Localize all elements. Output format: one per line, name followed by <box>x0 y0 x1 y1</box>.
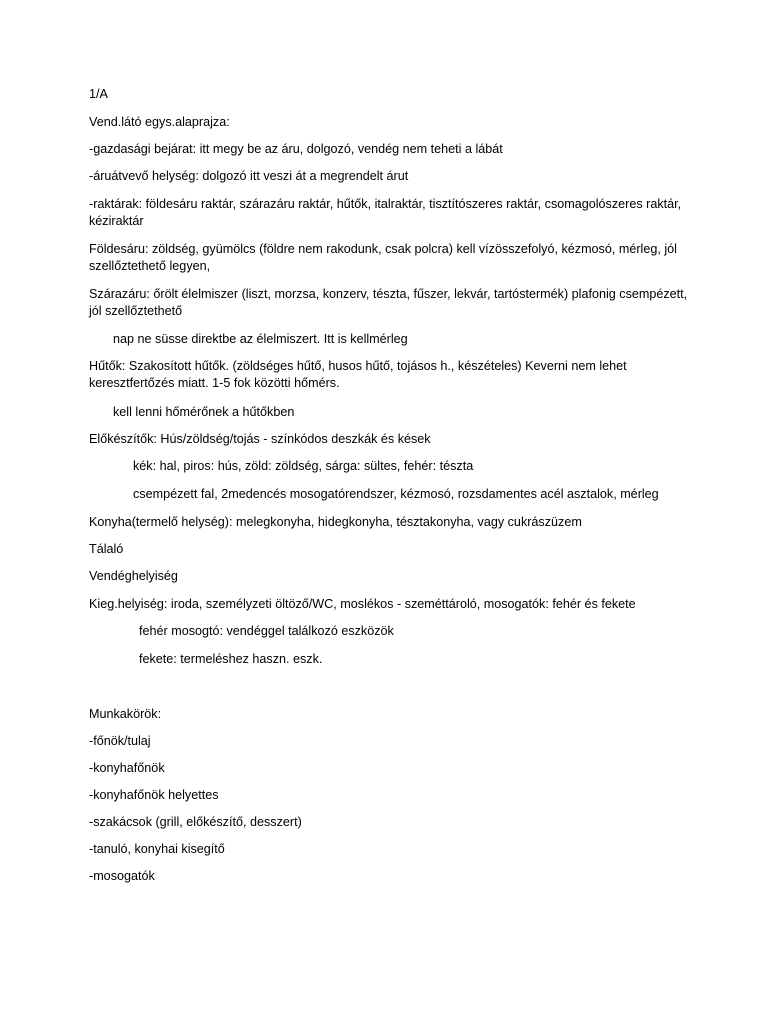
jobs-heading: Munkakörök: <box>89 707 162 721</box>
text-line-gazdasagi: -gazdasági bejárat: itt megy be az áru, dolgozó, vendég nem teheti a lábát <box>89 142 503 156</box>
text-line-vendeghelyiseg: Vendéghelyiség <box>89 569 178 583</box>
text-line-talalo: Tálaló <box>89 542 124 556</box>
text-line-aruatvevo: -áruátvevő helység: dolgozó itt veszi át a megrendelt árut <box>89 169 409 183</box>
text-line-hutok-note: kell lenni hőmérőnek a hűtőkben <box>113 405 295 419</box>
list-item: -főnök/tulaj <box>89 734 151 748</box>
text-line-konyha: Konyha(termelő helység): melegkonyha, hidegkonyha, tésztakonyha, vagy cukrászüzem <box>89 515 582 529</box>
text-paragraph-foldesaru: Földesáru: zöldség, gyümölcs (földre nem rakodunk, csak polcra) kell vízösszefolyó, kézmosó, mérleg, jól szellőztethető legyen, <box>89 242 677 273</box>
list-item: -szakácsok (grill, előkészítő, desszert) <box>89 815 302 829</box>
document-subtitle: Vend.látó egys.alaprajza: <box>89 115 230 129</box>
list-item: -konyhafőnök <box>89 761 165 775</box>
text-line-color-codes: kék: hal, piros: hús, zöld: zöldség, sárga: sültes, fehér: tészta <box>133 459 474 473</box>
text-paragraph-szarazaru: Szárazáru: őrölt élelmiszer (liszt, morzsa, konzerv, tészta, fűszer, lekvár, tartóstermék) plafonig csempézett, jól szellőztethető <box>89 287 688 318</box>
text-line-elokeszito-note: csempézett fal, 2medencés mosogatórendszer, kézmosó, rozsdamentes acél asztalok, mérleg <box>133 487 659 501</box>
list-item: -mosogatók <box>89 869 155 883</box>
text-paragraph-hutok: Hűtők: Szakosított hűtők. (zöldséges hűtő, husos hűtő, tojásos h., készételes) Keverni nem lehet keresztfertőzés miatt. 1-5 fok közötti hőmérs. <box>89 359 627 390</box>
text-line-elokeszitok: Előkészítők: Hús/zöldség/tojás - színkódos deszkák és kések <box>89 432 431 446</box>
list-item: -tanuló, konyhai kisegítő <box>89 842 225 856</box>
text-line-kieg: Kieg.helyiség: iroda, személyzeti öltöző/WC, moslékos - szeméttároló, mosogatók: fehér és fekete <box>89 597 636 611</box>
list-item: -konyhafőnök helyettes <box>89 788 219 802</box>
text-line-feher: fehér mosogtó: vendéggel találkozó eszközök <box>139 624 394 638</box>
page-heading: 1/A <box>89 87 108 101</box>
text-line-szarazaru-note: nap ne süsse direktbe az élelmiszert. Itt is kellmérleg <box>113 332 408 346</box>
text-line-fekete: fekete: termeléshez haszn. eszk. <box>139 652 323 666</box>
text-paragraph-raktarak: -raktárak: földesáru raktár, szárazáru raktár, hűtők, italraktár, tisztítószeres raktár, csomagolószeres raktár, kéziraktár <box>89 197 682 228</box>
